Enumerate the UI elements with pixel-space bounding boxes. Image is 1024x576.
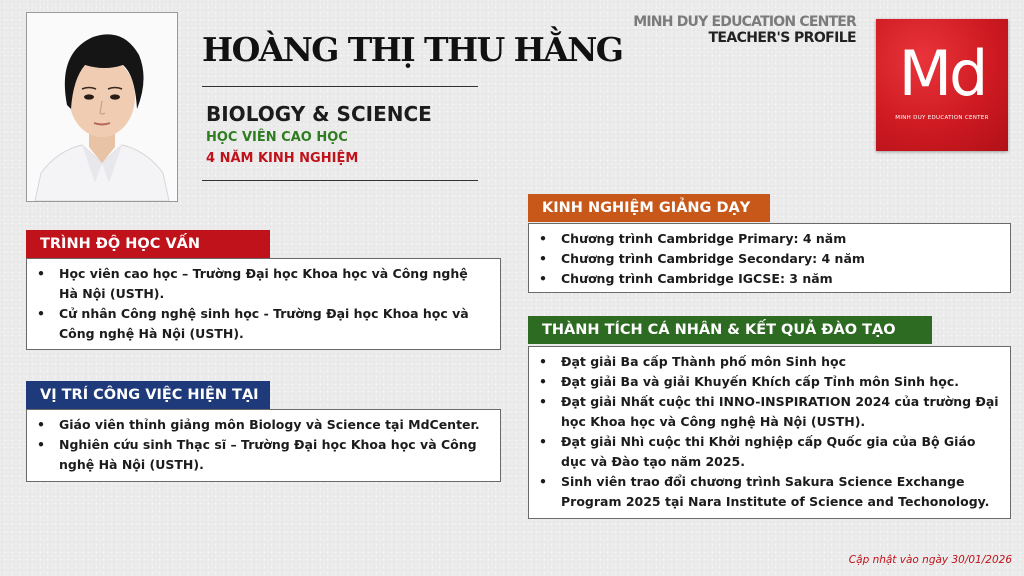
current-position-list xyxy=(27,415,490,475)
education-list xyxy=(27,264,490,344)
logo-subtext: MINH DUY EDUCATION CENTER xyxy=(895,115,989,121)
list-item: • Chương trình Cambridge Secondary: 4 năm xyxy=(539,251,865,266)
teacher-experience: 4 NĂM KINH NGHIỆM xyxy=(206,151,359,166)
list-item: • Học viên cao học – Trường Đại học Khoa học và Công nghệ Hà Nội (USTH). xyxy=(37,266,468,301)
list-item: • Nghiên cứu sinh Thạc sĩ – Trường Đại học Khoa học và Công nghệ Hà Nội (USTH). xyxy=(37,437,477,472)
achievements-list xyxy=(529,352,1000,512)
updated-date: Cập nhật vào ngày 30/01/2026 xyxy=(848,554,1012,566)
achievements-title: THÀNH TÍCH CÁ NHÂN & KẾT QUẢ ĐÀO TẠO xyxy=(528,316,932,344)
profile-label: TEACHER'S PROFILE xyxy=(708,30,856,46)
portrait-image xyxy=(27,13,177,201)
list-item: • Cử nhân Công nghệ sinh học - Trường Đại học Khoa học và Công nghệ Hà Nội (USTH). xyxy=(37,306,469,341)
teacher-name: HOÀNG THỊ THU HẰNG xyxy=(202,30,623,69)
list-item: • Đạt giải Nhì cuộc thi Khởi nghiệp cấp Quốc gia của Bộ Giáo dục và Đào tạo năm 2025. xyxy=(539,434,976,469)
teacher-photo xyxy=(26,12,178,202)
list-item: • Chương trình Cambridge Primary: 4 năm xyxy=(539,231,847,246)
name-divider xyxy=(202,86,478,87)
current-position-box xyxy=(26,409,501,482)
list-item: • Chương trình Cambridge IGCSE: 3 năm xyxy=(539,271,833,286)
logo-text: Md xyxy=(898,37,986,110)
teacher-degree: HỌC VIÊN CAO HỌC xyxy=(206,130,348,145)
list-item: • Đạt giải Nhất cuộc thi INNO-INSPIRATION 2024 của trường Đại học Khoa học và Công nghệ Hà Nội (USTH). xyxy=(539,394,999,429)
list-item: • Đạt giải Ba và giải Khuyến Khích cấp Tỉnh môn Sinh học. xyxy=(539,374,960,389)
teaching-experience-box xyxy=(528,223,1011,293)
list-item: • Đạt giải Ba cấp Thành phố môn Sinh học xyxy=(539,354,846,369)
list-item: • Sinh viên trao đổi chương trình Sakura Science Exchange Program 2025 tại Nara Institute of Science and Techonology. xyxy=(539,474,990,509)
current-position-title: VỊ TRÍ CÔNG VIỆC HIỆN TẠI xyxy=(26,381,270,409)
teaching-experience-list xyxy=(529,229,1000,289)
center-name: MINH DUY EDUCATION CENTER xyxy=(633,14,856,30)
md-logo xyxy=(876,19,1008,151)
list-item: • Giáo viên thỉnh giảng môn Biology và Science tại MdCenter. xyxy=(37,417,480,432)
achievements-box xyxy=(528,346,1011,519)
education-box xyxy=(26,258,501,350)
teacher-subject: BIOLOGY & SCIENCE xyxy=(206,102,432,126)
info-divider xyxy=(202,180,478,181)
education-title: TRÌNH ĐỘ HỌC VẤN xyxy=(26,230,270,258)
teaching-experience-title: KINH NGHIỆM GIẢNG DẠY xyxy=(528,194,770,222)
